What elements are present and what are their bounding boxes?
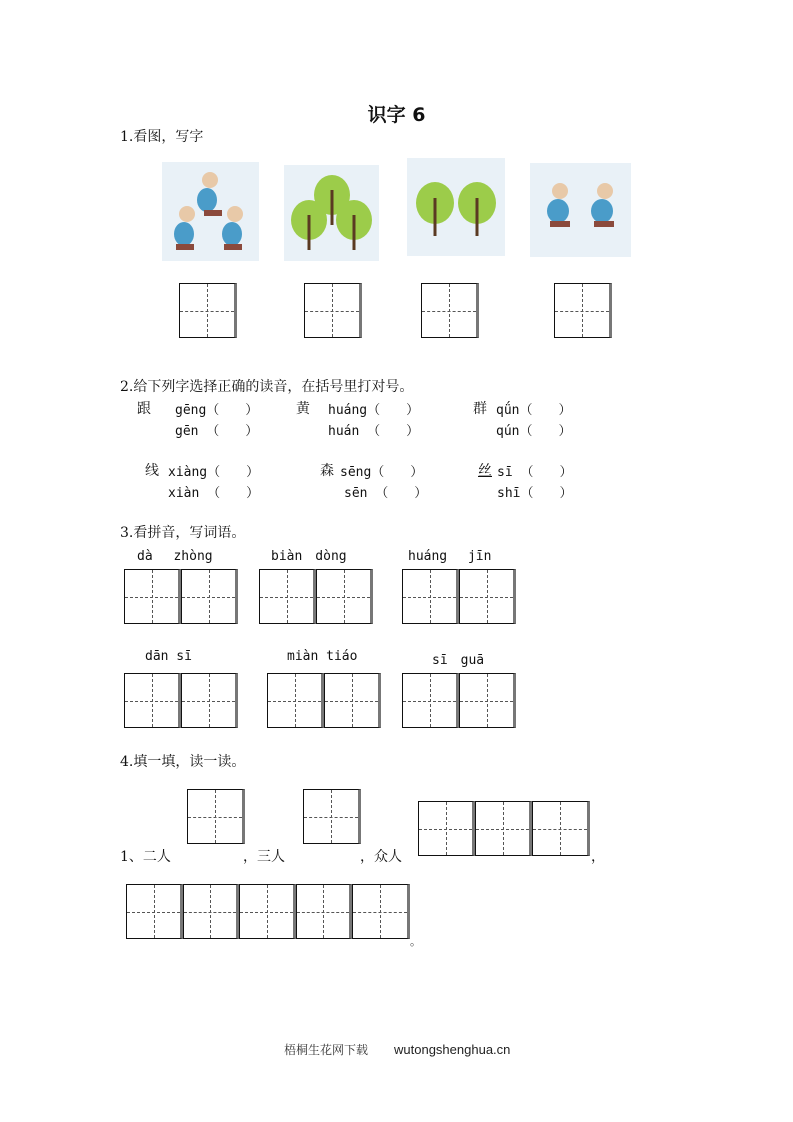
q2-option[interactable]: gēn （ ） — [175, 424, 259, 439]
footer-site-name: 梧桐生花网下载 — [284, 1043, 369, 1057]
q4-box-er[interactable] — [187, 789, 245, 844]
q3-pinyin-6: sī guā — [432, 653, 485, 668]
q4-box-zhong[interactable] — [475, 801, 532, 856]
q3-box[interactable] — [402, 569, 459, 624]
q3-box[interactable] — [459, 673, 516, 728]
q4-heading: 4.填一填，读一读。 — [120, 754, 246, 770]
q4-line-prefix: 1、二人 — [120, 849, 171, 865]
q1-answer-box-4[interactable] — [554, 283, 612, 338]
q2-option[interactable]: huán （ ） — [328, 424, 420, 439]
q2-char-sen: 森 — [320, 463, 334, 479]
q2-char-huang: 黄 — [296, 401, 310, 417]
q2-char-gen: 跟 — [137, 401, 151, 417]
q4-box-zhong[interactable] — [532, 801, 590, 856]
q3-heading: 3.看拼音，写词语。 — [120, 525, 246, 541]
q4-box-line2[interactable] — [239, 884, 296, 939]
q1-answer-box-1[interactable] — [179, 283, 237, 338]
q3-box[interactable] — [181, 673, 238, 728]
q4-box-san[interactable] — [303, 789, 361, 844]
q4-sep-1: ，三人 — [243, 849, 285, 865]
q3-box[interactable] — [181, 569, 238, 624]
q2-option[interactable]: xiàn （ ） — [168, 486, 260, 501]
q1-heading: 1.看图，写字 — [120, 129, 204, 145]
two-trees-image — [407, 158, 505, 256]
q1-answer-box-2[interactable] — [304, 283, 362, 338]
q2-option[interactable]: huáng（ ） — [328, 403, 420, 418]
q2-char-qun: 群 — [473, 401, 487, 417]
q3-box[interactable] — [267, 673, 324, 728]
q3-pinyin-1: dà zhòng — [137, 549, 213, 564]
q3-box[interactable] — [324, 673, 381, 728]
q4-box-line2[interactable] — [183, 884, 239, 939]
q4-sep-2: ，众人 — [360, 849, 402, 865]
q4-end-period: 。 — [410, 935, 421, 948]
q4-box-line2[interactable] — [126, 884, 183, 939]
q3-pinyin-4: dān sī — [145, 649, 192, 664]
three-kids-running-image — [162, 162, 259, 261]
q2-option[interactable]: qǘn（ ） — [496, 403, 572, 418]
q4-comma: ， — [591, 849, 605, 865]
q4-box-line2[interactable] — [296, 884, 352, 939]
q3-box[interactable] — [124, 569, 181, 624]
three-trees-image — [284, 165, 379, 261]
q3-box[interactable] — [316, 569, 373, 624]
q2-char-xian: 线 — [145, 463, 159, 479]
q2-option[interactable]: sī （ ） — [497, 465, 573, 480]
footer-site-url[interactable]: wutongshenghua.cn — [394, 1042, 511, 1057]
q2-option[interactable]: gēng（ ） — [175, 403, 259, 418]
q2-heading: 2.给下列字选择正确的读音，在括号里打对号。 — [120, 379, 414, 395]
q2-option[interactable]: shī（ ） — [497, 486, 573, 501]
q4-box-line2[interactable] — [352, 884, 410, 939]
q1-answer-box-3[interactable] — [421, 283, 479, 338]
page-title: 识字 6 — [367, 104, 426, 126]
q3-box[interactable] — [402, 673, 459, 728]
q3-pinyin-2: biàn dòng — [271, 549, 347, 564]
q3-box[interactable] — [459, 569, 516, 624]
q2-option[interactable]: sēn （ ） — [344, 486, 428, 501]
q3-pinyin-3: huáng jīn — [408, 549, 492, 564]
footer — [284, 1041, 510, 1058]
q3-pinyin-5: miàn tiáo — [287, 649, 358, 664]
q3-box[interactable] — [124, 673, 181, 728]
q2-char-si: 丝 — [478, 463, 492, 479]
q4-box-zhong[interactable] — [418, 801, 475, 856]
q2-option[interactable]: sēng（ ） — [340, 465, 424, 480]
q2-option[interactable]: xiàng（ ） — [168, 465, 260, 480]
two-kids-running-image — [530, 163, 631, 257]
q3-box[interactable] — [259, 569, 316, 624]
q2-option[interactable]: qún（ ） — [496, 424, 572, 439]
